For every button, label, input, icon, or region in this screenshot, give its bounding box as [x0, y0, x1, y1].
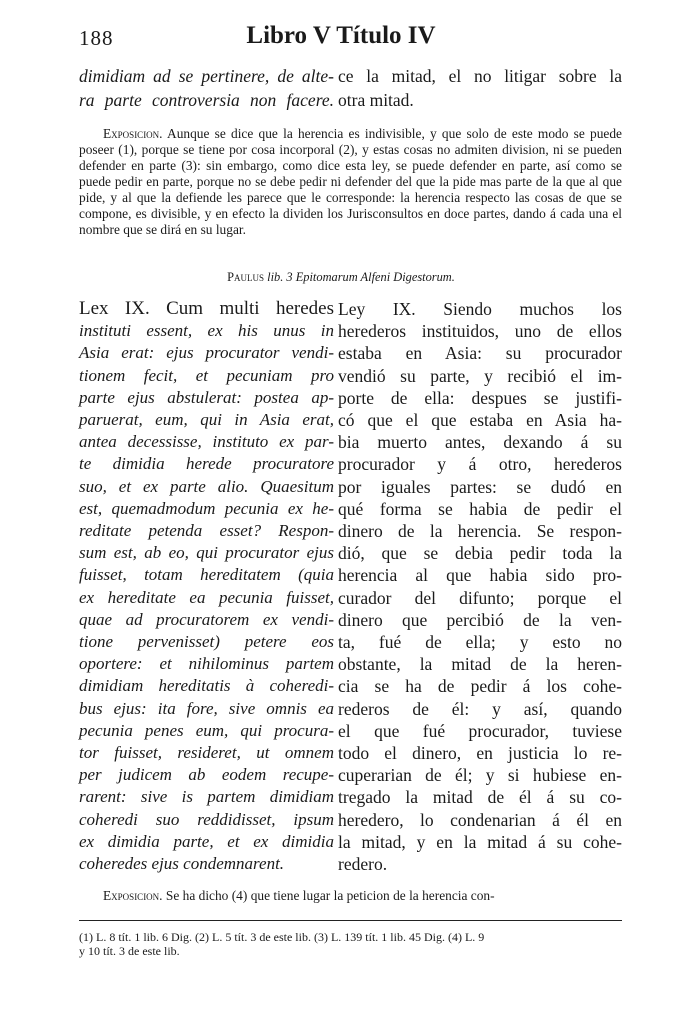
text-line: bia muerto antes, dexando á su — [338, 432, 622, 453]
text-line: qué forma se habia de pedir el — [338, 498, 622, 519]
text-line: oportere: et nihilominus partem — [79, 654, 334, 674]
latin-law-text — [79, 298, 334, 875]
text-line: heredero, lo condenarian á él en — [338, 809, 622, 830]
text-line: dió, que se debia pedir toda la — [338, 543, 622, 564]
text-line: suo, et ex parte alio. Quaesitum — [79, 476, 334, 496]
latin-text-top — [79, 64, 334, 112]
spanish-law-text — [338, 298, 622, 875]
text-line: redero. — [338, 854, 388, 875]
text-line: sum est, ab eo, qui procurator ejus — [79, 543, 334, 563]
text-line: dinero que percibió de la ven- — [338, 609, 622, 630]
page-number: 188 — [79, 26, 114, 50]
exposicion-paragraph — [79, 126, 622, 238]
text-line: tregado la mitad de él á su co- — [338, 787, 622, 808]
text-line: coheredi suo reddidisset, ipsum — [79, 809, 334, 829]
text-line: ex dimidia parte, et ex dimidia — [79, 831, 334, 851]
text-line: procurador y á otro, herederos — [338, 454, 622, 475]
text-line: instituti essent, ex his unus in — [79, 321, 334, 341]
text-line: paruerat, eum, qui in Asia erat, — [79, 410, 334, 430]
exposicion-continuation — [79, 888, 622, 904]
footnote-line: y 10 tít. 3 de este lib. — [79, 944, 180, 958]
exposicion-text: Se ha dicho (4) que tiene lugar la peticion de la herencia con- — [165, 888, 495, 903]
text-line: tor fuisset, resideret, ut omnem — [79, 743, 334, 763]
text-line: antea decessisse, instituto ex par- — [79, 432, 334, 452]
text-line: estaba en Asia: su procurador — [338, 343, 622, 364]
text-line: vendió su parte, y recibió el im- — [338, 365, 622, 386]
spanish-text-top — [338, 64, 622, 112]
source-work: lib. 3 Epitomarum Alfeni Digestorum. — [267, 270, 455, 284]
text-line: cuperarian de él; y si hubiese en- — [338, 765, 622, 786]
text-line: reditate petenda esset? Respon- — [79, 521, 334, 541]
footnotes — [79, 930, 622, 958]
text-line: quae ad procuratorem ex vendi- — [79, 609, 334, 629]
text-line: rederos de él: y así, quando — [338, 698, 622, 719]
exposicion-text: Aunque se dice que la herencia es indivisible, y que solo de este modo se puede poseer (1), porque se tiene por cosa incorporal (2), y estas cosas no admiten division, ni se pueden defender en parte (3): sin embargo, como dice esta ley, se puede defender en parte, así como se puede pedir en parte, porque no se debe pedir ni defender del que la pide mas parte de la que al que pide, y al que la defiende les parece que le corresponde: la herencia respecto las cosas de que se compone, es divisible, y en efecto la dividen los Jurisconsultos en doce partes, dando á cada una el nombre que se dirá en su lugar. — [79, 126, 622, 237]
text-line: ra parte controversia non facere. — [79, 90, 334, 110]
text-line: porte de ella: despues se justifi- — [338, 387, 622, 408]
text-line: dimidiam ad se pertinere, de alte- — [79, 66, 334, 86]
text-line: herencia al que habia sido pro- — [338, 565, 622, 586]
text-line: Lex IX. Cum multi heredes — [79, 298, 334, 319]
text-line: ta, fué de ella; y esto no — [338, 632, 622, 653]
text-line: bus ejus: ita fore, sive omnis ea — [79, 698, 334, 718]
text-line: la mitad, y en la mitad á su cohe- — [338, 831, 622, 852]
source-author: Paulus — [227, 270, 265, 284]
text-line: Ley IX. Siendo muchos los — [338, 299, 622, 319]
text-line: parte ejus abstulerat: postea ap- — [79, 387, 334, 407]
text-line: por iguales partes: se dudó en — [338, 476, 622, 497]
text-line: rarent: sive is partem dimidiam — [79, 787, 334, 807]
text-line: fuisset, totam hereditatem (quia — [79, 565, 334, 585]
text-line: obstante, la mitad de la heren- — [338, 654, 622, 675]
exposicion-label: Exposicion. — [103, 126, 163, 141]
text-line: cia se ha de pedir á los cohe- — [338, 676, 622, 697]
text-line: ce la mitad, el no litigar sobre la — [338, 66, 622, 86]
running-title: Libro V Título IV — [246, 22, 436, 49]
text-line: per judicem ab eodem recupe- — [79, 765, 334, 785]
text-line: có que el que estaba en Asia ha- — [338, 410, 622, 431]
text-line: tione pervenisset) petere eos — [79, 632, 334, 652]
text-line: curador del difunto; porque el — [338, 587, 622, 608]
text-line: dimidiam hereditatis à coheredi- — [79, 676, 334, 696]
text-line: ex hereditate ea pecunia fuisset, — [79, 587, 334, 607]
text-line: tionem fecit, et pecuniam pro — [79, 365, 334, 385]
text-line: el que fué procurador, tuviese — [338, 720, 622, 741]
exposicion-label: Exposicion. — [103, 888, 163, 903]
text-line: herederos instituidos, uno de ellos — [338, 321, 622, 342]
text-line: pecunia penes eum, qui procura- — [79, 720, 334, 740]
source-citation — [0, 270, 682, 285]
text-line: otra mitad. — [338, 90, 414, 110]
footnote-divider — [79, 920, 622, 921]
text-line: coheredes ejus condemnarent. — [79, 854, 285, 874]
text-line: te dimidia herede procuratore — [79, 454, 334, 474]
text-line: dinero de la herencia. Se respon- — [338, 521, 622, 542]
footnote-line: (1) L. 8 tít. 1 lib. 6 Dig. (2) L. 5 tít. 3 de este lib. (3) L. 139 tít. 1 lib. 45 Dig. (4) L. 9 — [79, 930, 485, 944]
text-line: Asia erat: ejus procurator vendi- — [79, 343, 334, 363]
text-line: est, quemadmodum pecunia ex he- — [79, 498, 334, 518]
text-line: todo el dinero, en justicia lo re- — [338, 743, 622, 764]
